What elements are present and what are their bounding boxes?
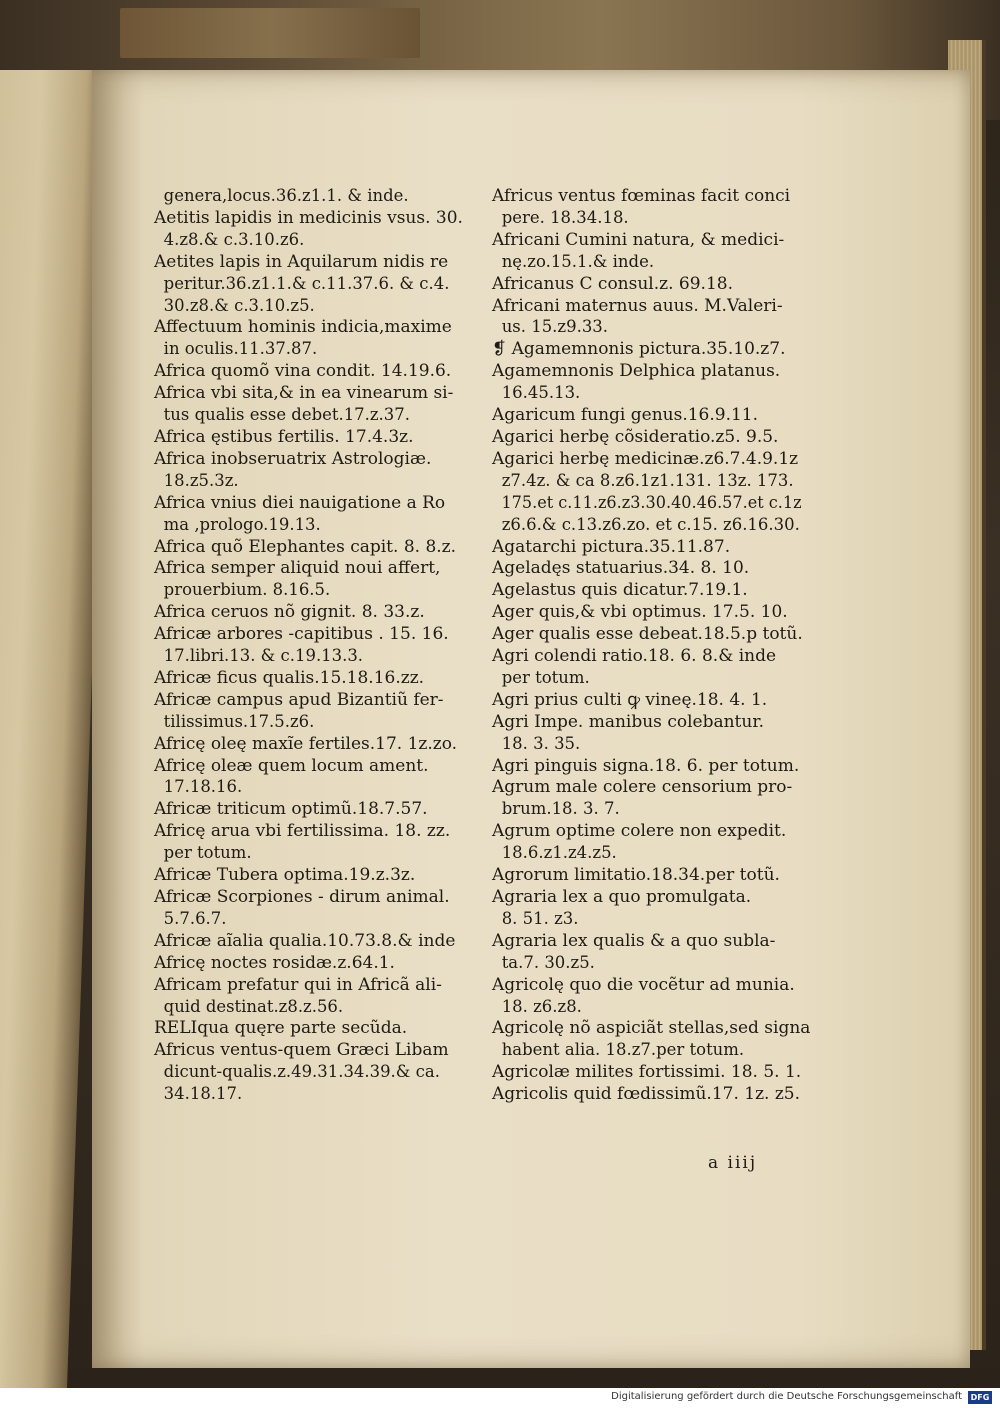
index-entry: Agricolę nõ aspiciãt stellas,sed signa xyxy=(492,1018,811,1039)
index-entry-continuation: 4.z8.& c.3.10.z6. xyxy=(163,229,305,250)
index-entry: Africę noctes rosidæ.z.64.1. xyxy=(154,952,395,973)
index-entry: Africæ Scorpiones - dirum animal. xyxy=(154,887,450,907)
index-entry: Aetites lapis in Aquilarum nidis re xyxy=(154,251,449,272)
index-entry-continuation: brum.18. 3. 7. xyxy=(501,799,620,820)
index-entry: Affectuum hominis indicia,maxime xyxy=(154,317,452,338)
index-entry: Ager quis,& vbi optimus. 17.5. 10. xyxy=(492,602,788,623)
index-entry: Agatarchi pictura.35.11.87. xyxy=(492,536,731,557)
index-entry-continuation: 18.6.z1.z4.z5. xyxy=(501,843,617,864)
index-entry: Africa quomõ vina condit. 14.19.6. xyxy=(154,361,452,382)
index-entry: Ager qualis esse debeat.18.5.p totũ. xyxy=(492,624,803,645)
index-entry-continuation: 18.z5.3z. xyxy=(163,470,239,491)
index-entry: Africanus C consul.z. 69.18. xyxy=(492,273,733,294)
index-entry-continuation: genera,locus.36.z1.1. & inde. xyxy=(163,186,409,206)
index-entry-continuation: in oculis.11.37.87. xyxy=(163,339,318,360)
index-entry-continuation: tus qualis esse debet.17.z.37. xyxy=(163,405,410,426)
index-entry-continuation: peritur.36.z1.1.& c.11.37.6. & c.4. xyxy=(163,273,450,294)
index-entry: Africæ triticum optimũ.18.7.57. xyxy=(154,799,428,820)
index-entry-continuation: nę.zo.15.1.& inde. xyxy=(501,251,655,272)
index-entry: Ageladęs statuarius.34. 8. 10. xyxy=(492,558,750,579)
index-entry-continuation: per totum. xyxy=(501,667,590,688)
index-entry: Agarici herbę cõsideratio.z5. 9.5. xyxy=(492,426,779,447)
index-entry: Agricolę quo die vocẽtur ad munia. xyxy=(492,974,795,995)
index-entry: Agraria lex a quo promulgata. xyxy=(492,887,752,907)
funding-notice: Digitalisierung gefördert durch die Deutsche Forschungsgemeinschaft xyxy=(611,1391,962,1402)
index-entry-continuation: dicunt-qualis.z.49.31.34.39.& ca. xyxy=(163,1062,440,1083)
index-entry: RELIqua quęre parte secũda. xyxy=(154,1018,408,1039)
index-entry-continuation: 18. 3. 35. xyxy=(501,733,581,754)
index-entry: Agrum male colere censorium pro- xyxy=(492,777,793,798)
index-entry: Africę oleæ quem locum ament. xyxy=(154,755,429,776)
index-entry: Agricolæ milites fortissimi. 18. 5. 1. xyxy=(492,1062,802,1083)
index-entry: Agamemnonis Delphica platanus. xyxy=(492,361,781,382)
index-entry-continuation: 5.7.6.7. xyxy=(163,908,227,929)
index-entry: Agaricum fungi genus.16.9.11. xyxy=(492,405,759,426)
index-entry: Africani Cumini natura, & medici- xyxy=(492,229,785,250)
dfg-logo: DFG xyxy=(968,1391,992,1404)
index-column-right xyxy=(492,186,812,1106)
index-entry: Agri prius culti ꝙ vineę.18. 4. 1. xyxy=(492,689,768,710)
index-entry: Agri pinguis signa.18. 6. per totum. xyxy=(492,755,800,776)
index-entry-continuation: 17.18.16. xyxy=(163,777,243,798)
index-entry-continuation: us. 15.z9.33. xyxy=(501,317,609,338)
index-entry-continuation: 30.z8.& c.3.10.z5. xyxy=(163,295,315,316)
index-entry: Aetitis lapidis in medicinis vsus. 30. xyxy=(154,207,463,228)
index-entry-continuation: 17.libri.13. & c.19.13.3. xyxy=(163,646,364,667)
footer-bar xyxy=(0,1388,1000,1408)
index-entry-continuation: pere. 18.34.18. xyxy=(501,207,629,228)
index-entry-continuation: 16.45.13. xyxy=(501,383,581,404)
index-entry: Agarici herbę medicinæ.z6.7.4.9.1z xyxy=(492,448,799,469)
index-entry: Africus ventus-quem Græci Libam xyxy=(154,1040,449,1061)
index-entry: Africæ Tubera optima.19.z.3z. xyxy=(154,865,416,886)
index-entry: Africæ campus apud Bizantiũ fer- xyxy=(154,689,444,710)
index-entry: Agraria lex qualis & a quo subla- xyxy=(492,930,776,951)
index-entry: Africa vbi sita,& in ea vinearum si- xyxy=(154,383,454,404)
index-entry: Africæ arbores -capitibus . 15. 16. xyxy=(154,624,449,645)
spine-label-patch xyxy=(120,8,420,58)
index-entry: Africę oleę maxĩe fertiles.17. 1z.zo. xyxy=(154,733,458,754)
index-entry: Africus ventus fœminas facit conci xyxy=(492,186,791,206)
index-entry: Agri Impe. manibus colebantur. xyxy=(492,711,764,732)
index-entry-continuation: z7.4z. & ca 8.z6.1z1.131. 13z. 173. xyxy=(501,470,794,491)
index-entry: Africæ ficus qualis.15.18.16.zz. xyxy=(154,667,425,688)
index-entry-continuation: 18. z6.z8. xyxy=(501,996,582,1017)
index-entry-continuation: quid destinat.z8.z.56. xyxy=(163,996,344,1017)
index-entry: Agelastus quis dicatur.7.19.1. xyxy=(492,580,748,601)
index-entry-continuation: ma ,prologo.19.13. xyxy=(163,514,321,535)
index-entry: Agricolis quid fœdissimũ.17. 1z. z5. xyxy=(492,1084,801,1105)
index-entry: Agrorum limitatio.18.34.per totũ. xyxy=(492,865,780,886)
index-entry: ❡ Agamemnonis pictura.35.10.z7. xyxy=(492,339,786,360)
index-entry-continuation: 34.18.17. xyxy=(163,1084,243,1105)
index-entry: Africæ aĩalia qualia.10.73.8.& inde xyxy=(154,930,456,951)
index-column-left xyxy=(154,186,470,1106)
index-entry: Africę arua vbi fertilissima. 18. zz. xyxy=(154,821,451,842)
index-entry: Africa ęstibus fertilis. 17.4.3z. xyxy=(154,426,414,447)
index-entry-continuation: 8. 51. z3. xyxy=(501,908,579,929)
index-entry-continuation: tilissimus.17.5.z6. xyxy=(163,711,315,732)
signature-mark: a iiij xyxy=(708,1153,758,1173)
index-entry-continuation: habent alia. 18.z7.per totum. xyxy=(501,1040,745,1061)
index-entry-continuation: z6.6.& c.13.z6.zo. et c.15. z6.16.30. xyxy=(501,514,800,535)
index-entry: Africa ceruos nõ gignit. 8. 33.z. xyxy=(154,602,425,623)
index-entry: Agri colendi ratio.18. 6. 8.& inde xyxy=(492,646,777,667)
index-entry: Africa semper aliquid noui affert, xyxy=(154,558,441,579)
index-entry-continuation: 175.et c.11.z6.z3.30.40.46.57.et c.1z xyxy=(501,492,802,513)
book-page xyxy=(92,70,970,1368)
index-entry-continuation: ta.7. 30.z5. xyxy=(501,952,595,973)
index-entry: Agrum optime colere non expedit. xyxy=(492,821,787,842)
index-entry: Africa quõ Elephantes capit. 8. 8.z. xyxy=(154,536,457,557)
index-entry-continuation: per totum. xyxy=(163,843,252,864)
index-entry: Africani maternus auus. M.Valeri- xyxy=(492,295,783,316)
index-entry: Africa vnius diei nauigatione a Ro xyxy=(154,492,446,513)
index-entry: Africam prefatur qui in Africã ali- xyxy=(154,974,442,995)
index-entry-continuation: prouerbium. 8.16.5. xyxy=(163,580,331,601)
index-entry: Africa inobseruatrix Astrologiæ. xyxy=(154,448,432,469)
